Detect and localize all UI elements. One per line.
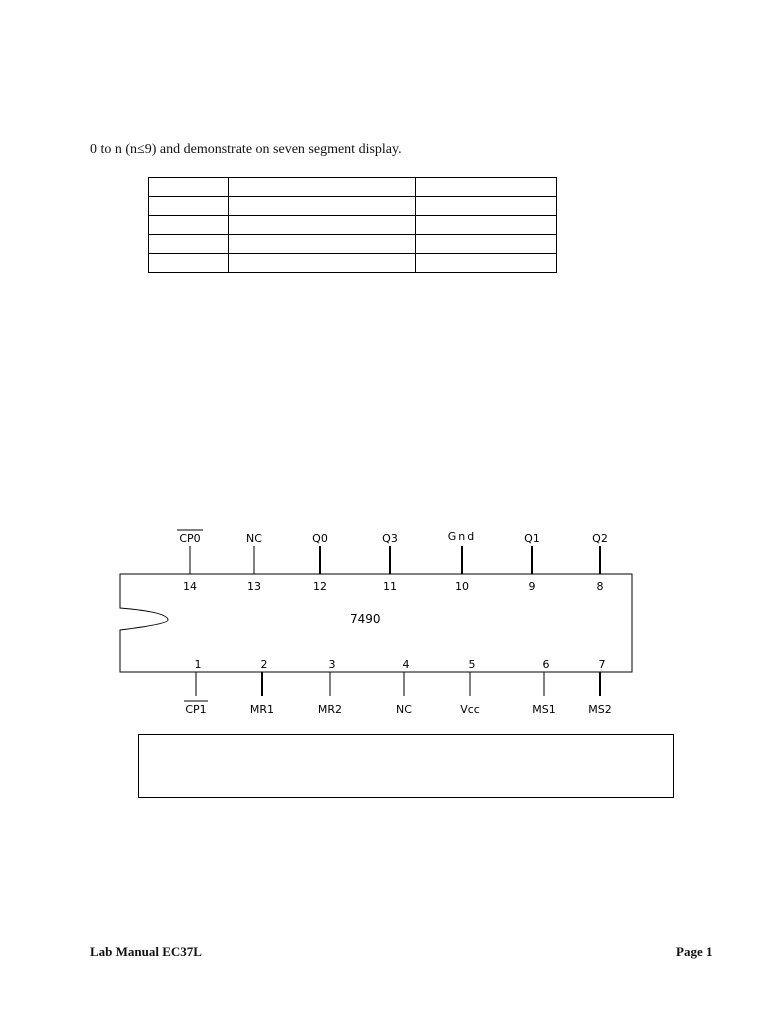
pin-label: MR1 xyxy=(249,703,275,716)
table-row xyxy=(149,197,557,216)
top-pin-9 xyxy=(524,532,540,593)
table-cell xyxy=(229,254,416,273)
pin-label: CP0 xyxy=(179,532,201,545)
pin-number: 4 xyxy=(402,658,410,671)
bottom-pin-3 xyxy=(318,658,342,716)
table-row xyxy=(149,254,557,273)
pin-number: 10 xyxy=(455,580,469,593)
top-pin-12 xyxy=(312,532,328,593)
bottom-pin-7 xyxy=(588,658,611,716)
pinout-svg xyxy=(0,520,768,730)
pin-number: 1 xyxy=(194,658,202,671)
pin-number: 8 xyxy=(596,580,604,593)
table-cell xyxy=(149,254,229,273)
pin-number: 3 xyxy=(328,658,336,671)
table-cell xyxy=(149,235,229,254)
table-cell xyxy=(229,178,416,197)
table-cell xyxy=(149,178,229,197)
top-pin-14 xyxy=(177,530,203,593)
pin-label: Vcc xyxy=(460,703,480,716)
bottom-pin-1 xyxy=(184,658,208,716)
pin-number: 6 xyxy=(542,658,550,671)
table-cell xyxy=(229,197,416,216)
table-cell xyxy=(416,178,557,197)
pin-label: CP1 xyxy=(185,703,207,716)
pin-label: MS2 xyxy=(588,703,612,716)
bottom-pin-6 xyxy=(532,658,555,716)
table-row xyxy=(149,178,557,197)
pin-number: 14 xyxy=(183,580,197,593)
pin-label: Q3 xyxy=(382,532,398,545)
table-cell xyxy=(416,216,557,235)
table-cell xyxy=(416,197,557,216)
table-cell xyxy=(229,216,416,235)
table-cell xyxy=(149,216,229,235)
chip-name: 7490 xyxy=(350,612,381,626)
table-cell xyxy=(149,197,229,216)
footer-page-number: Page 1 xyxy=(676,944,713,959)
top-pin-8 xyxy=(592,532,608,593)
blank-table xyxy=(148,177,557,273)
bottom-pin-5 xyxy=(460,658,480,716)
pin-label: NC xyxy=(396,703,412,716)
intro-text: 0 to n (n≤9) and demonstrate on seven segment display. xyxy=(90,142,402,157)
pin-label: MS1 xyxy=(532,703,556,716)
table-cell xyxy=(229,235,416,254)
top-pin-11 xyxy=(382,532,398,593)
pin-number: 2 xyxy=(260,658,268,671)
table-row xyxy=(149,235,557,254)
pin-number: 13 xyxy=(247,580,261,593)
pin-label: NC xyxy=(246,532,262,545)
top-pin-13 xyxy=(246,532,262,593)
table-cell xyxy=(416,254,557,273)
pin-number: 9 xyxy=(528,580,536,593)
bottom-pin-4 xyxy=(396,658,412,716)
pin-number: 5 xyxy=(468,658,476,671)
bottom-pin-2 xyxy=(250,658,274,716)
top-pin-10 xyxy=(448,530,476,593)
ic-7490-pinout-diagram xyxy=(0,520,768,730)
pin-label: MR2 xyxy=(317,703,343,716)
pin-number: 12 xyxy=(313,580,327,593)
pin-number: 7 xyxy=(598,658,606,671)
pin-number: 11 xyxy=(383,580,397,593)
pin-label: Q0 xyxy=(312,532,328,545)
table-cell xyxy=(416,235,557,254)
pin-label: Q1 xyxy=(524,532,540,545)
empty-answer-box xyxy=(138,734,674,798)
pin-label: Gnd xyxy=(447,530,477,543)
footer-manual-title: Lab Manual EC37L xyxy=(90,944,202,959)
table-row xyxy=(149,216,557,235)
pin-label: Q2 xyxy=(592,532,608,545)
